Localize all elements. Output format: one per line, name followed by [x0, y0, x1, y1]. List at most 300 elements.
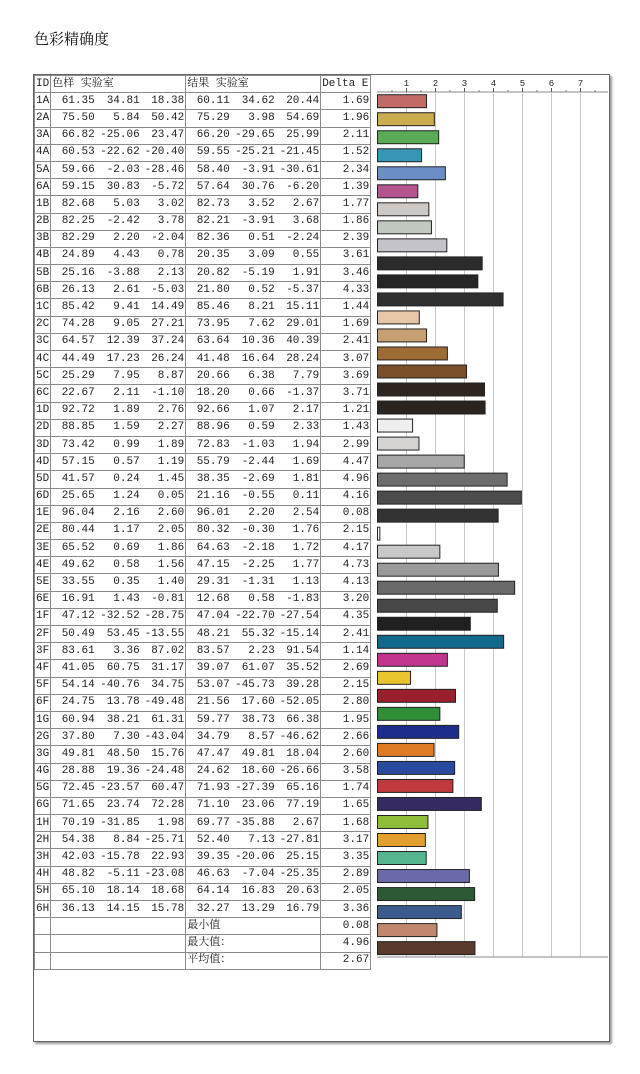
result-b-cell: -2.24: [276, 230, 321, 247]
table-row: [35, 316, 371, 333]
result-b-cell: 2.17: [276, 402, 321, 419]
delta-e-cell: 4.17: [321, 540, 371, 557]
sample-a-cell: 0.24: [96, 471, 141, 488]
result-b-cell: 54.69: [276, 110, 321, 127]
table-row: [35, 557, 371, 574]
bar-1G: [378, 743, 435, 756]
row-id: 1H: [35, 815, 51, 832]
result-a-cell: -25.21: [231, 144, 276, 161]
sample-b-cell: 60.47: [141, 780, 186, 797]
sample-a-cell: 2.11: [96, 385, 141, 402]
result-b-cell: 3.68: [276, 213, 321, 230]
row-id: 5H: [35, 883, 51, 900]
delta-e-cell: 1.69: [321, 316, 371, 333]
row-id: 1A: [35, 93, 51, 110]
sample-L-cell: 75.50: [51, 110, 96, 127]
delta-e-cell: 2.39: [321, 230, 371, 247]
result-L-cell: 21.80: [186, 282, 231, 299]
sample-b-cell: 8.87: [141, 368, 186, 385]
result-L-cell: 47.15: [186, 557, 231, 574]
sample-L-cell: 44.49: [51, 351, 96, 368]
bar-4E: [378, 581, 515, 594]
delta-e-cell: 4.35: [321, 608, 371, 625]
sample-L-cell: 36.13: [51, 901, 96, 918]
row-id: 6H: [35, 901, 51, 918]
sample-b-cell: 1.19: [141, 454, 186, 471]
result-a-cell: 8.57: [231, 729, 276, 746]
sample-b-cell: 26.24: [141, 351, 186, 368]
delta-e-cell: 1.77: [321, 196, 371, 213]
sample-L-cell: 92.72: [51, 402, 96, 419]
row-id: 5G: [35, 780, 51, 797]
table-row: [35, 901, 371, 918]
summary-label: 最小值: [186, 918, 321, 935]
result-L-cell: 47.47: [186, 746, 231, 763]
result-b-cell: 39.28: [276, 677, 321, 694]
delta-e-cell: 2.15: [321, 522, 371, 539]
row-id: 4C: [35, 351, 51, 368]
sample-a-cell: -23.57: [96, 780, 141, 797]
sample-a-cell: 9.41: [96, 299, 141, 316]
delta-e-cell: 4.96: [321, 471, 371, 488]
bar-2F: [378, 653, 448, 666]
sample-b-cell: 1.45: [141, 471, 186, 488]
sample-L-cell: 25.16: [51, 265, 96, 282]
result-L-cell: 29.31: [186, 574, 231, 591]
result-a-cell: -0.30: [231, 522, 276, 539]
x-tick-label: 5: [519, 79, 526, 89]
sample-L-cell: 85.42: [51, 299, 96, 316]
result-b-cell: -6.20: [276, 179, 321, 196]
table-row: [35, 385, 371, 402]
sample-a-cell: 5.03: [96, 196, 141, 213]
result-L-cell: 12.68: [186, 591, 231, 608]
delta-e-cell: 4.33: [321, 282, 371, 299]
result-b-cell: -52.05: [276, 694, 321, 711]
row-id: 1B: [35, 196, 51, 213]
sample-a-cell: -25.06: [96, 127, 141, 144]
sample-a-cell: 0.58: [96, 557, 141, 574]
result-a-cell: 34.62: [231, 93, 276, 110]
bar-6D: [378, 509, 499, 522]
sample-L-cell: 70.19: [51, 815, 96, 832]
result-L-cell: 32.27: [186, 901, 231, 918]
sample-a-cell: 0.57: [96, 454, 141, 471]
sample-L-cell: 61.35: [51, 93, 96, 110]
sample-L-cell: 25.29: [51, 368, 96, 385]
table-row: [35, 694, 371, 711]
result-L-cell: 66.20: [186, 127, 231, 144]
sample-a-cell: 17.23: [96, 351, 141, 368]
summary-empty-cell: [51, 952, 186, 969]
sample-b-cell: 15.76: [141, 746, 186, 763]
sample-a-cell: 34.81: [96, 93, 141, 110]
sample-b-cell: -13.55: [141, 626, 186, 643]
bar-5G: [378, 815, 428, 828]
row-id: 6E: [35, 591, 51, 608]
bar-3B: [378, 239, 447, 252]
sample-a-cell: -15.78: [96, 849, 141, 866]
result-L-cell: 85.46: [186, 299, 231, 316]
result-b-cell: 66.38: [276, 711, 321, 728]
result-L-cell: 71.10: [186, 797, 231, 814]
summary-empty-cell: [51, 935, 186, 952]
result-b-cell: 7.79: [276, 368, 321, 385]
bar-4C: [378, 365, 467, 378]
row-id: 4F: [35, 660, 51, 677]
result-L-cell: 46.63: [186, 866, 231, 883]
result-L-cell: 20.82: [186, 265, 231, 282]
result-b-cell: -46.62: [276, 729, 321, 746]
bar-6F: [378, 725, 459, 738]
row-id: 3A: [35, 127, 51, 144]
sample-L-cell: 66.82: [51, 127, 96, 144]
color-accuracy-sheet: [33, 74, 610, 1042]
result-b-cell: 40.39: [276, 333, 321, 350]
sample-a-cell: 1.89: [96, 402, 141, 419]
sample-L-cell: 82.25: [51, 213, 96, 230]
row-id: 2G: [35, 729, 51, 746]
sample-L-cell: 60.94: [51, 711, 96, 728]
result-L-cell: 59.77: [186, 711, 231, 728]
row-id: 4E: [35, 557, 51, 574]
bar-4F: [378, 689, 456, 702]
sample-a-cell: 1.59: [96, 419, 141, 436]
sample-b-cell: 1.89: [141, 436, 186, 453]
delta-e-cell: 2.89: [321, 866, 371, 883]
result-b-cell: 20.44: [276, 93, 321, 110]
row-id: 3E: [35, 540, 51, 557]
table-row: [35, 110, 371, 127]
result-a-cell: 49.81: [231, 746, 276, 763]
header-id: ID: [35, 76, 51, 93]
table-row: [35, 127, 371, 144]
result-b-cell: 18.04: [276, 746, 321, 763]
result-L-cell: 75.29: [186, 110, 231, 127]
summary-value: 2.67: [321, 952, 371, 969]
sample-L-cell: 71.65: [51, 797, 96, 814]
header-result-lab: 结果 实验室: [186, 76, 321, 93]
sample-b-cell: -25.71: [141, 832, 186, 849]
sample-L-cell: 82.68: [51, 196, 96, 213]
sample-b-cell: -23.08: [141, 866, 186, 883]
bar-6G: [378, 834, 426, 847]
bar-2H: [378, 870, 470, 883]
table-row: [35, 402, 371, 419]
bar-3G: [378, 779, 453, 792]
sample-L-cell: 82.29: [51, 230, 96, 247]
table-row: [35, 419, 371, 436]
row-id: 3F: [35, 643, 51, 660]
result-L-cell: 57.64: [186, 179, 231, 196]
sample-a-cell: 0.35: [96, 574, 141, 591]
sample-a-cell: 2.61: [96, 282, 141, 299]
result-a-cell: 61.07: [231, 660, 276, 677]
table-row: [35, 677, 371, 694]
result-b-cell: 2.67: [276, 815, 321, 832]
result-L-cell: 20.35: [186, 247, 231, 264]
delta-e-cell: 2.05: [321, 883, 371, 900]
table-row: [35, 866, 371, 883]
result-a-cell: -35.88: [231, 815, 276, 832]
row-id: 2F: [35, 626, 51, 643]
delta-e-cell: 2.66: [321, 729, 371, 746]
result-a-cell: -22.70: [231, 608, 276, 625]
result-a-cell: 16.64: [231, 351, 276, 368]
row-id: 6D: [35, 488, 51, 505]
delta-e-cell: 4.73: [321, 557, 371, 574]
x-tick-label: 6: [548, 79, 555, 89]
bar-5B: [378, 275, 478, 288]
sample-L-cell: 24.75: [51, 694, 96, 711]
result-b-cell: -27.81: [276, 832, 321, 849]
result-b-cell: 1.94: [276, 436, 321, 453]
result-b-cell: 2.54: [276, 505, 321, 522]
sample-L-cell: 26.13: [51, 282, 96, 299]
sample-a-cell: 7.95: [96, 368, 141, 385]
row-id: 2D: [35, 419, 51, 436]
table-row: [35, 729, 371, 746]
summary-row: [35, 952, 371, 969]
sample-a-cell: -5.11: [96, 866, 141, 883]
summary-row: [35, 935, 371, 952]
row-id: 2E: [35, 522, 51, 539]
row-id: 3H: [35, 849, 51, 866]
sample-b-cell: 22.93: [141, 849, 186, 866]
row-id: 4B: [35, 247, 51, 264]
sample-L-cell: 22.67: [51, 385, 96, 402]
sample-a-cell: 53.45: [96, 626, 141, 643]
bar-4D: [378, 473, 508, 486]
result-a-cell: 23.06: [231, 797, 276, 814]
delta-e-cell: 1.39: [321, 179, 371, 196]
bar-3D: [378, 455, 465, 468]
table-row: [35, 299, 371, 316]
table-row: [35, 436, 371, 453]
sample-a-cell: 3.36: [96, 643, 141, 660]
table-row: [35, 368, 371, 385]
sample-L-cell: 64.57: [51, 333, 96, 350]
delta-e-cell: 2.15: [321, 677, 371, 694]
result-b-cell: 2.33: [276, 419, 321, 436]
table-row: [35, 643, 371, 660]
table-row: [35, 832, 371, 849]
result-L-cell: 92.66: [186, 402, 231, 419]
table-row: [35, 608, 371, 625]
table-row: [35, 780, 371, 797]
table-row: [35, 161, 371, 178]
sample-b-cell: 0.05: [141, 488, 186, 505]
bar-5C: [378, 383, 485, 396]
sample-a-cell: 48.50: [96, 746, 141, 763]
bar-1C: [378, 311, 420, 324]
result-L-cell: 88.96: [186, 419, 231, 436]
sample-b-cell: 18.68: [141, 883, 186, 900]
row-id: 3G: [35, 746, 51, 763]
row-id: 2H: [35, 832, 51, 849]
bar-3F: [378, 671, 411, 684]
bar-6E: [378, 617, 471, 630]
result-b-cell: -30.61: [276, 161, 321, 178]
summary-value: 0.08: [321, 918, 371, 935]
bar-6H: [378, 942, 475, 955]
result-a-cell: 16.83: [231, 883, 276, 900]
result-a-cell: -7.04: [231, 866, 276, 883]
result-b-cell: 65.16: [276, 780, 321, 797]
row-id: 5A: [35, 161, 51, 178]
result-a-cell: -3.91: [231, 161, 276, 178]
sample-b-cell: 31.17: [141, 660, 186, 677]
sample-L-cell: 72.45: [51, 780, 96, 797]
result-a-cell: -2.18: [231, 540, 276, 557]
sample-L-cell: 42.03: [51, 849, 96, 866]
result-a-cell: 30.76: [231, 179, 276, 196]
sample-a-cell: 38.21: [96, 711, 141, 728]
sample-a-cell: 2.20: [96, 230, 141, 247]
sample-a-cell: -2.42: [96, 213, 141, 230]
result-L-cell: 24.62: [186, 763, 231, 780]
sample-b-cell: -5.03: [141, 282, 186, 299]
sample-a-cell: -32.52: [96, 608, 141, 625]
result-a-cell: -0.55: [231, 488, 276, 505]
sample-b-cell: 1.40: [141, 574, 186, 591]
sample-b-cell: 3.78: [141, 213, 186, 230]
result-L-cell: 39.35: [186, 849, 231, 866]
summary-empty-cell: [35, 952, 51, 969]
sample-b-cell: 1.98: [141, 815, 186, 832]
delta-e-cell: 1.21: [321, 402, 371, 419]
delta-e-cell: 1.95: [321, 711, 371, 728]
sample-a-cell: 23.74: [96, 797, 141, 814]
table-row: [35, 505, 371, 522]
header-delta-e: Delta E: [321, 76, 371, 93]
sample-b-cell: 50.42: [141, 110, 186, 127]
table-row: [35, 626, 371, 643]
result-b-cell: -21.45: [276, 144, 321, 161]
result-L-cell: 69.77: [186, 815, 231, 832]
result-L-cell: 53.07: [186, 677, 231, 694]
delta-e-cell: 1.14: [321, 643, 371, 660]
delta-e-cell: 2.41: [321, 333, 371, 350]
sample-b-cell: -5.72: [141, 179, 186, 196]
table-row: [35, 213, 371, 230]
row-id: 1G: [35, 711, 51, 728]
bar-6C: [378, 401, 486, 414]
sample-b-cell: 37.24: [141, 333, 186, 350]
sample-a-cell: 1.17: [96, 522, 141, 539]
table-row: [35, 522, 371, 539]
summary-label: 平均值：: [186, 952, 321, 969]
result-a-cell: 18.60: [231, 763, 276, 780]
bar-5H: [378, 924, 437, 937]
bar-4H: [378, 906, 462, 919]
sample-b-cell: 2.13: [141, 265, 186, 282]
table-row: [35, 574, 371, 591]
sample-L-cell: 41.05: [51, 660, 96, 677]
result-a-cell: -27.39: [231, 780, 276, 797]
result-b-cell: -15.14: [276, 626, 321, 643]
sample-a-cell: 60.75: [96, 660, 141, 677]
delta-e-bar-chart: [377, 75, 608, 1011]
sample-a-cell: 19.36: [96, 763, 141, 780]
result-b-cell: 25.15: [276, 849, 321, 866]
result-L-cell: 47.04: [186, 608, 231, 625]
sample-b-cell: 14.49: [141, 299, 186, 316]
sample-b-cell: 18.38: [141, 93, 186, 110]
table-row: [35, 883, 371, 900]
sample-L-cell: 88.85: [51, 419, 96, 436]
result-L-cell: 60.11: [186, 93, 231, 110]
delta-e-cell: 3.71: [321, 385, 371, 402]
result-b-cell: 91.54: [276, 643, 321, 660]
result-L-cell: 55.79: [186, 454, 231, 471]
row-id: 2C: [35, 316, 51, 333]
sample-b-cell: -2.04: [141, 230, 186, 247]
result-b-cell: 28.24: [276, 351, 321, 368]
table-row: [35, 763, 371, 780]
result-a-cell: -5.19: [231, 265, 276, 282]
sample-L-cell: 48.82: [51, 866, 96, 883]
result-b-cell: 20.63: [276, 883, 321, 900]
table-row: [35, 711, 371, 728]
sample-L-cell: 54.38: [51, 832, 96, 849]
x-tick-label: 7: [577, 79, 584, 89]
result-a-cell: 8.21: [231, 299, 276, 316]
table-row: [35, 454, 371, 471]
row-id: 6G: [35, 797, 51, 814]
delta-e-cell: 0.08: [321, 505, 371, 522]
result-b-cell: -25.35: [276, 866, 321, 883]
sample-a-cell: 9.05: [96, 316, 141, 333]
x-tick-label: 4: [490, 79, 497, 89]
delta-e-cell: 2.11: [321, 127, 371, 144]
table-row: [35, 196, 371, 213]
sample-b-cell: -28.46: [141, 161, 186, 178]
table-row: [35, 746, 371, 763]
table-row: [35, 849, 371, 866]
result-L-cell: 38.35: [186, 471, 231, 488]
result-b-cell: 1.77: [276, 557, 321, 574]
result-L-cell: 34.79: [186, 729, 231, 746]
result-b-cell: 1.76: [276, 522, 321, 539]
bar-6A: [378, 185, 418, 198]
row-id: 3C: [35, 333, 51, 350]
delta-e-cell: 3.61: [321, 247, 371, 264]
result-L-cell: 72.83: [186, 436, 231, 453]
result-a-cell: 0.58: [231, 591, 276, 608]
row-id: 4G: [35, 763, 51, 780]
sample-L-cell: 16.91: [51, 591, 96, 608]
lab-table: [34, 75, 371, 970]
row-id: 2A: [35, 110, 51, 127]
table-row: [35, 351, 371, 368]
result-L-cell: 82.21: [186, 213, 231, 230]
row-id: 5C: [35, 368, 51, 385]
table-header-row: [35, 76, 371, 93]
sample-b-cell: -1.10: [141, 385, 186, 402]
result-a-cell: -29.65: [231, 127, 276, 144]
sample-a-cell: 7.30: [96, 729, 141, 746]
result-L-cell: 96.01: [186, 505, 231, 522]
bar-1E: [378, 527, 380, 540]
delta-e-cell: 2.34: [321, 161, 371, 178]
sample-L-cell: 28.88: [51, 763, 96, 780]
sample-a-cell: -31.85: [96, 815, 141, 832]
sample-L-cell: 83.61: [51, 643, 96, 660]
sample-L-cell: 25.65: [51, 488, 96, 505]
delta-e-cell: 3.46: [321, 265, 371, 282]
bar-1D: [378, 419, 413, 432]
